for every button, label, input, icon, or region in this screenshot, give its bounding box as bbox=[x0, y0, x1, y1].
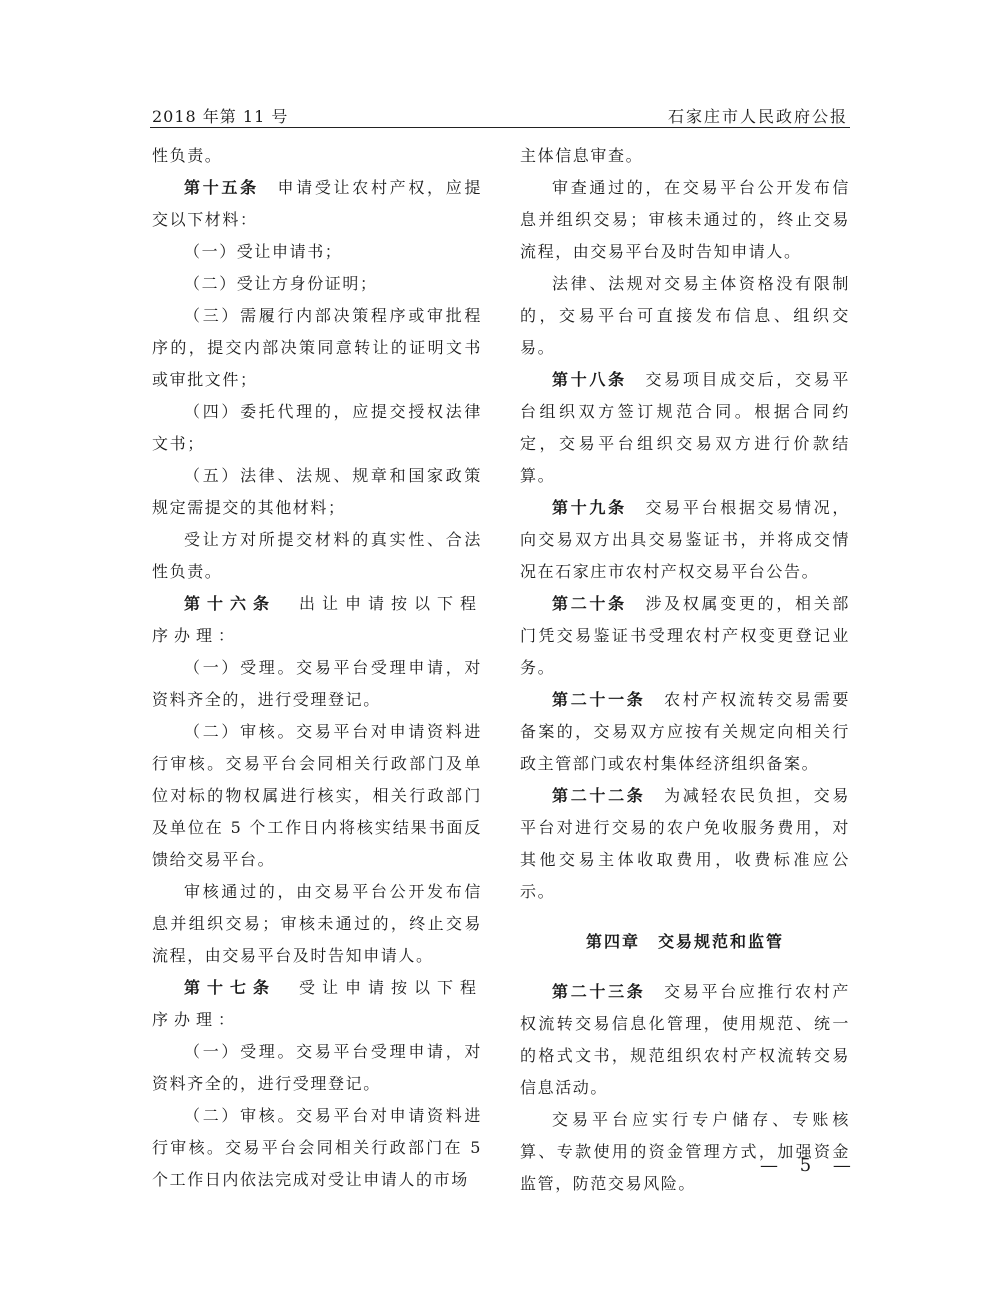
article-text: 出让申请按以下程序办理： bbox=[152, 594, 482, 645]
list-item: （一）受理。交易平台受理申请，对资料齐全的，进行受理登记。 bbox=[152, 658, 482, 709]
list-item: （三）需履行内部决策程序或审批程序的，提交内部决策同意转让的证明文书或审批文件； bbox=[152, 306, 482, 389]
article-title: 第二十三条 bbox=[552, 982, 646, 1001]
article-17 bbox=[152, 972, 482, 1036]
article-title: 第十七条 bbox=[184, 978, 276, 997]
list-item: （五）法律、法规、规章和国家政策规定需提交的其他材料； bbox=[152, 466, 482, 517]
chapter-heading: 第四章 交易规范和监管 bbox=[585, 932, 784, 951]
article-text: 农村产权流转交易需要备案的，交易双方应按有关规定向相关行政主管部门或农村集体经济组织备案。 bbox=[520, 690, 850, 773]
list-item: （一）受理。交易平台受理申请，对资料齐全的，进行受理登记。 bbox=[152, 1042, 482, 1093]
article-text: 交易平台根据交易情况，向交易双方出具交易鉴证书，并将成交情况在石家庄市农村产权交易平台公告。 bbox=[520, 498, 851, 581]
article-text: 受让申请按以下程序办理： bbox=[152, 978, 482, 1029]
article-19 bbox=[520, 492, 850, 588]
list-item: （二）受让方身份证明； bbox=[184, 274, 378, 293]
article-title: 第十九条 bbox=[552, 498, 627, 517]
article-16 bbox=[152, 588, 482, 652]
article-20 bbox=[520, 588, 850, 684]
article-title: 第十六条 bbox=[184, 594, 276, 613]
article-text: 为减轻农民负担，交易平台对进行交易的农户免收服务费用，对其他交易主体收取费用，收费标准应公示。 bbox=[520, 786, 850, 901]
paragraph: 审核通过的，由交易平台公开发布信息并组织交易；审核未通过的，终止交易流程，由交易平台及时告知申请人。 bbox=[152, 882, 482, 965]
list-item: （二）审核。交易平台对申请资料进行审核。交易平台会同相关行政部门及单位对标的物权属进行核实，相关行政部门及单位在 5 个工作日内将核实结果书面反馈给交易平台。 bbox=[152, 722, 482, 869]
right-column bbox=[520, 140, 850, 1200]
paragraph: 法律、法规对交易主体资格没有限制的，交易平台可直接发布信息、组织交易。 bbox=[520, 274, 850, 357]
left-column bbox=[152, 140, 482, 1196]
article-21 bbox=[520, 684, 850, 780]
header-rule bbox=[150, 127, 850, 128]
article-text: 涉及权属变更的，相关部门凭交易鉴证书受理农村产权变更登记业务。 bbox=[520, 594, 851, 677]
article-title: 第十五条 bbox=[184, 178, 259, 197]
article-text: 交易项目成交后，交易平台组织双方签订规范合同。根据合同约定，交易平台组织交易双方进行价款结算。 bbox=[520, 370, 851, 485]
paragraph: 主体信息审查。 bbox=[520, 146, 644, 165]
list-item: （二）审核。交易平台对申请资料进行审核。交易平台会同相关行政部门在 5 个工作日内依法完成对受让申请人的市场 bbox=[152, 1106, 482, 1189]
article-title: 第二十一条 bbox=[552, 690, 646, 709]
paragraph: 审查通过的，在交易平台公开发布信息并组织交易；审核未通过的，终止交易流程，由交易平台及时告知申请人。 bbox=[520, 178, 850, 261]
article-18 bbox=[520, 364, 850, 492]
page-number: — 5 — bbox=[760, 1155, 859, 1176]
paragraph: 受让方对所提交材料的真实性、合法性负责。 bbox=[152, 530, 482, 581]
publication-title: 石家庄市人民政府公报 bbox=[667, 107, 848, 126]
article-text: 交易平台应推行农村产权流转交易信息化管理，使用规范、统一的格式文书，规范组织农村产权流转交易信息活动。 bbox=[520, 982, 850, 1097]
article-title: 第十八条 bbox=[552, 370, 627, 389]
paragraph: 交易平台应实行专户储存、专账核算、专款使用的资金管理方式，加强资金监管，防范交易风险。 bbox=[520, 1110, 850, 1193]
article-title: 第二十二条 bbox=[552, 786, 646, 805]
issue-label: 2018 年第 11 号 bbox=[152, 107, 289, 126]
article-22 bbox=[520, 780, 850, 908]
article-15 bbox=[152, 172, 482, 236]
list-item: （一）受让申请书； bbox=[184, 242, 343, 261]
paragraph: 性负责。 bbox=[152, 146, 223, 165]
article-title: 第二十条 bbox=[552, 594, 627, 613]
article-23 bbox=[520, 976, 850, 1104]
list-item: （四）委托代理的，应提交授权法律文书； bbox=[152, 402, 482, 453]
article-text: 申请受让农村产权，应提交以下材料： bbox=[152, 178, 483, 229]
